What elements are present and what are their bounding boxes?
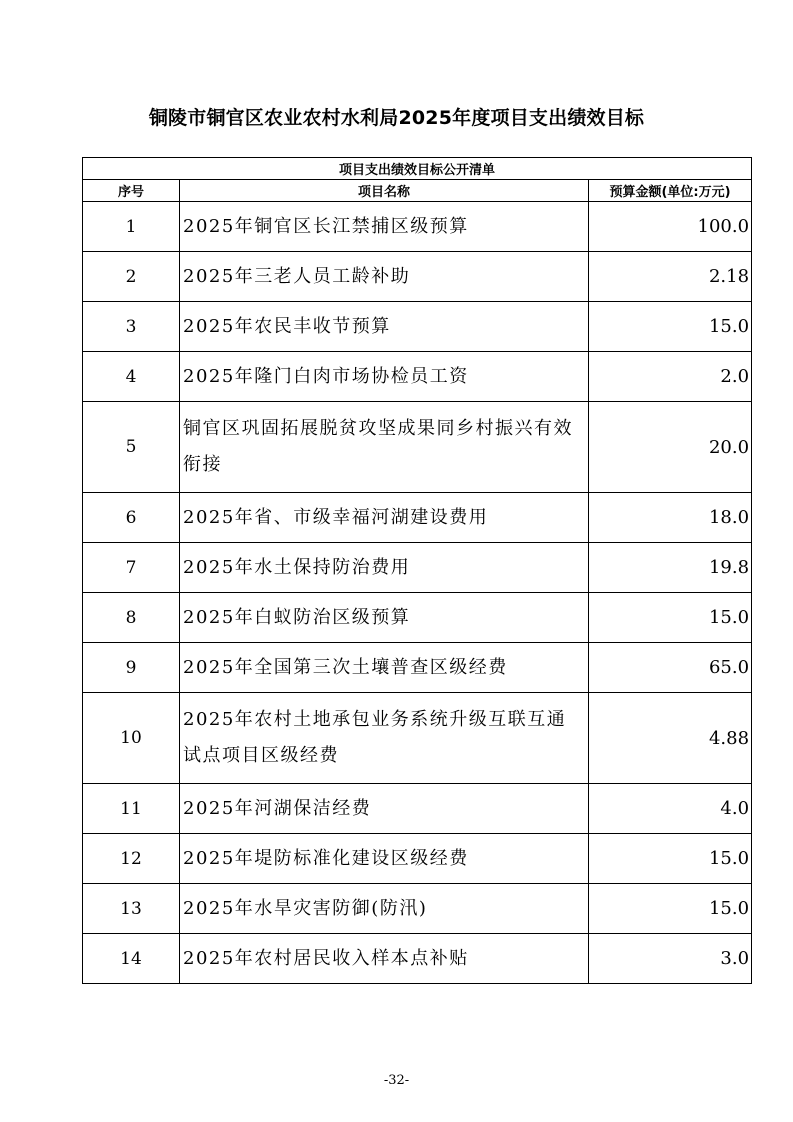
budget-amount: 15.0	[589, 884, 752, 934]
row-number: 6	[83, 493, 180, 543]
table-row	[83, 784, 752, 834]
budget-amount: 15.0	[589, 593, 752, 643]
table-row	[83, 252, 752, 302]
row-number: 12	[83, 834, 180, 884]
row-number: 1	[83, 202, 180, 252]
budget-amount: 4.0	[589, 784, 752, 834]
budget-amount: 4.88	[589, 693, 752, 784]
budget-amount: 2.0	[589, 352, 752, 402]
project-name: 2025年三老人员工龄补助	[180, 252, 589, 302]
table-row	[83, 402, 752, 493]
table-row	[83, 934, 752, 984]
row-number: 7	[83, 543, 180, 593]
row-number: 8	[83, 593, 180, 643]
row-number: 9	[83, 643, 180, 693]
budget-amount: 65.0	[589, 643, 752, 693]
row-number: 2	[83, 252, 180, 302]
project-name: 2025年省、市级幸福河湖建设费用	[180, 493, 589, 543]
header-serial-number: 序号	[83, 180, 180, 202]
project-name: 2025年白蚁防治区级预算	[180, 593, 589, 643]
table-row	[83, 493, 752, 543]
project-name: 2025年河湖保洁经费	[180, 784, 589, 834]
project-name: 2025年堤防标准化建设区级经费	[180, 834, 589, 884]
project-name: 2025年水土保持防治费用	[180, 543, 589, 593]
page-number: -32-	[383, 1073, 410, 1088]
budget-amount: 20.0	[589, 402, 752, 493]
table-row	[83, 202, 752, 252]
budget-amount: 15.0	[589, 302, 752, 352]
project-name: 2025年全国第三次土壤普查区级经费	[180, 643, 589, 693]
budget-amount: 100.0	[589, 202, 752, 252]
table-caption: 项目支出绩效目标公开清单	[83, 158, 752, 180]
project-name: 2025年农村居民收入样本点补贴	[180, 934, 589, 984]
project-name: 2025年农村土地承包业务系统升级互联互通试点项目区级经费	[180, 693, 589, 784]
header-project-name: 项目名称	[180, 180, 589, 202]
row-number: 3	[83, 302, 180, 352]
row-number: 11	[83, 784, 180, 834]
table-row	[83, 593, 752, 643]
budget-amount: 18.0	[589, 493, 752, 543]
row-number: 13	[83, 884, 180, 934]
performance-targets-table	[82, 157, 752, 984]
table-row	[83, 543, 752, 593]
row-number: 14	[83, 934, 180, 984]
header-budget-amount: 预算金额(单位:万元)	[589, 180, 752, 202]
project-name: 铜官区巩固拓展脱贫攻坚成果同乡村振兴有效衔接	[180, 402, 589, 493]
project-name: 2025年水旱灾害防御(防汛)	[180, 884, 589, 934]
table-row	[83, 884, 752, 934]
row-number: 4	[83, 352, 180, 402]
row-number: 5	[83, 402, 180, 493]
project-name: 2025年农民丰收节预算	[180, 302, 589, 352]
table-row	[83, 834, 752, 884]
table-row	[83, 643, 752, 693]
table-row	[83, 302, 752, 352]
document-title: 铜陵市铜官区农业农村水利局2025年度项目支出绩效目标	[148, 107, 645, 129]
budget-amount: 2.18	[589, 252, 752, 302]
table-row	[83, 693, 752, 784]
table-row	[83, 352, 752, 402]
project-name: 2025年隆门白肉市场协检员工资	[180, 352, 589, 402]
project-name: 2025年铜官区长江禁捕区级预算	[180, 202, 589, 252]
row-number: 10	[83, 693, 180, 784]
budget-amount: 3.0	[589, 934, 752, 984]
budget-amount: 19.8	[589, 543, 752, 593]
budget-amount: 15.0	[589, 834, 752, 884]
